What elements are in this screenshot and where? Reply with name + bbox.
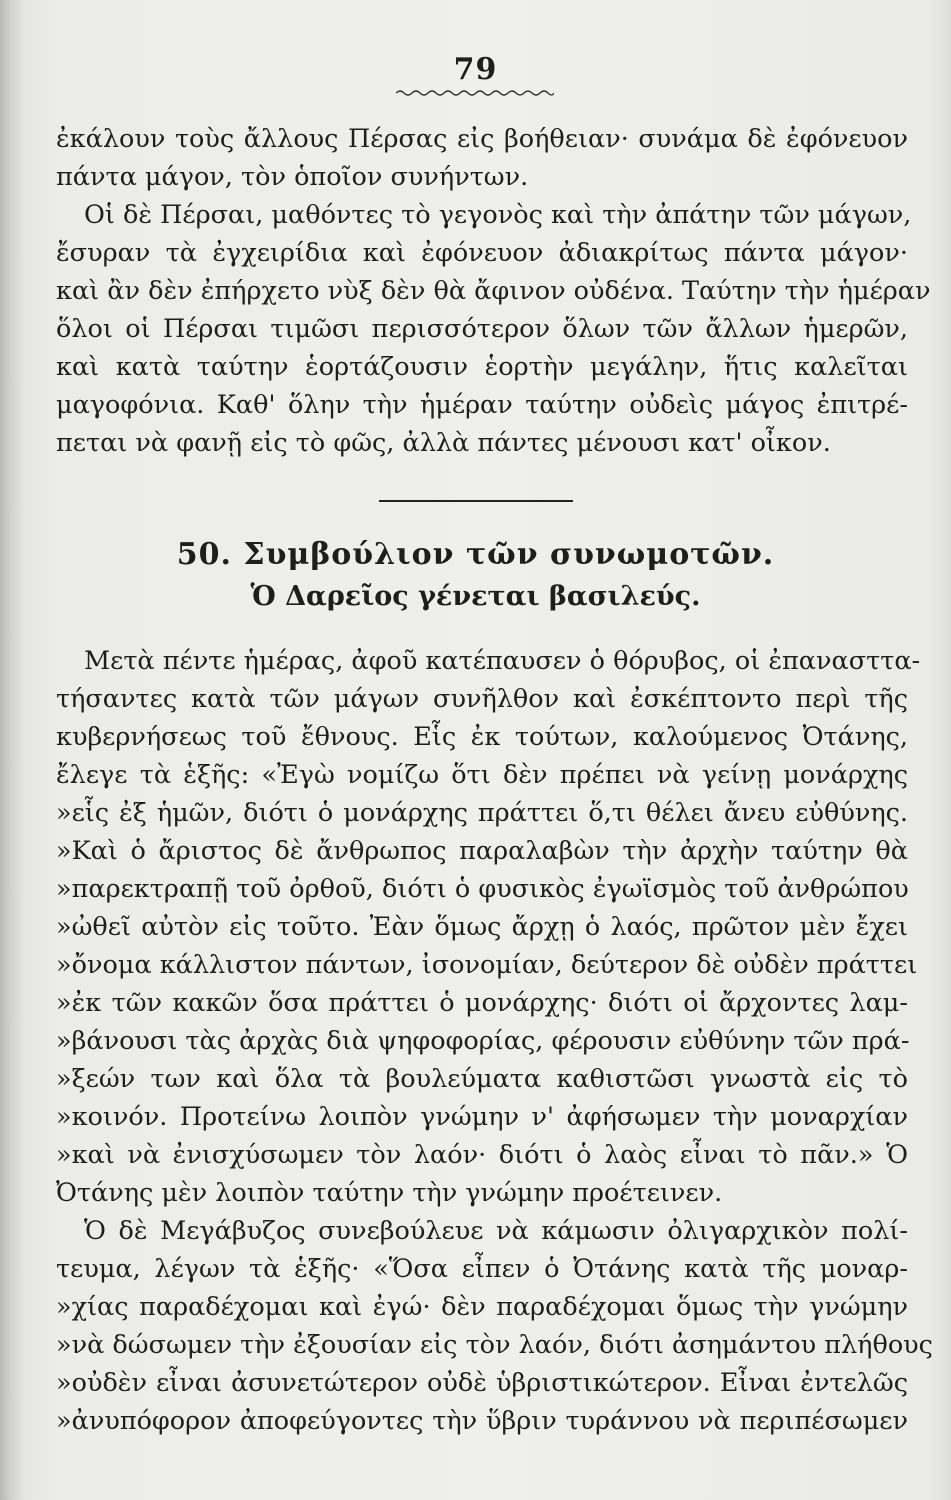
text-line: »οὐδὲν εἶναι ἀσυνετώτερον οὐδὲ ὑβριστικώτερον. Εἶναι ἐντελῶς: [56, 1368, 908, 1398]
wavy-rule-ornament: [396, 88, 554, 98]
text-line: ἐκάλουν τοὺς ἄλλους Πέρσας εἰς βοήθειαν· συνάμα δὲ ἐφόνευον: [56, 124, 908, 154]
text-line: ἔλεγε τὰ ἑξῆς: «Ἐγὼ νομίζω ὅτι δὲν πρέπει νὰ γείνῃ μονάρχης: [56, 760, 908, 790]
text-line: μαγοφόνια. Καθ' ὅλην τὴν ἡμέραν ταύτην οὐδεὶς μάγος ἐπιτρέ-: [56, 390, 908, 420]
text-line: καὶ ἂν δὲν ἐπήρχετο νὺξ δὲν θὰ ἄφινον οὐδένα. Ταύτην τὴν ἡμέραν: [56, 276, 931, 306]
text-line: »νὰ δώσωμεν τὴν ἐξουσίαν εἰς τὸν λαόν, διότι ἀσημάντου πλήθους: [56, 1330, 933, 1360]
text-line: τευμα, λέγων τὰ ἑξῆς· «Ὅσα εἶπεν ὁ Ὀτάνης κατὰ τῆς μοναρ-: [56, 1254, 908, 1284]
text-line: πεται νὰ φανῇ εἰς τὸ φῶς, ἀλλὰ πάντες μένουσι κατ' οἶκον.: [56, 428, 831, 458]
section-subheading: Ὁ Δαρεῖος γένεται βασιλεύς.: [250, 581, 701, 612]
text-line: πάντα μάγον, τὸν ὁποῖον συνήντων.: [56, 162, 529, 192]
page-number: 79: [453, 52, 498, 87]
text-line: Μετὰ πέντε ἡμέρας, ἀφοῦ κατέπαυσεν ὁ θόρυβος, οἱ ἐπανασττα-: [84, 646, 921, 676]
text-line: »Καὶ ὁ ἄριστος δὲ ἄνθρωπος παραλαβὼν τὴν ἀρχὴν ταύτην θὰ: [56, 836, 908, 866]
text-line: »ἐκ τῶν κακῶν ὅσα πράττει ὁ μονάρχης· διότι οἱ ἄρχοντες λαμ-: [56, 988, 908, 1018]
text-line: »ἀνυπόφορον ἀποφεύγοντες τὴν ὕβριν τυράννου νὰ περιπέσωμεν: [56, 1406, 908, 1436]
text-line: Ὁ δὲ Μεγάβυζος συνεβούλευε νὰ κάμωσιν ὀλιγαρχικὸν πολί-: [84, 1216, 908, 1246]
text-line: ἔσυραν τὰ ἐγχειρίδια καὶ ἐφόνευον ἀδιακρίτως πάντα μάγον·: [56, 238, 908, 268]
text-line: κυβερνήσεως τοῦ ἔθνους. Εἷς ἐκ τούτων, καλούμενος Ὀτάνης,: [56, 722, 908, 752]
text-line: Ὀτάνης μὲν λοιπὸν ταύτην τὴν γνώμην προέτεινεν.: [56, 1178, 723, 1208]
text-line: »ὄνομα κάλλιστον πάντων, ἰσονομίαν, δεύτερον δὲ οὐδὲν πράττει: [56, 950, 918, 980]
text-line: τήσαντες κατὰ τῶν μάγων συνῆλθον καὶ ἐσκέπτοντο περὶ τῆς: [56, 684, 908, 714]
text-line: »κοινόν. Προτείνω λοιπὸν γνώμην ν' ἀφήσωμεν τὴν μοναρχίαν: [56, 1102, 908, 1132]
text-line: »βάνουσι τὰς ἀρχὰς διὰ ψηφοφορίας, φέρουσιν εὐθύνην τῶν πρά-: [56, 1026, 910, 1056]
text-line: ὅλοι οἱ Πέρσαι τιμῶσι περισσότερον ὅλων τῶν ἄλλων ἡμερῶν,: [56, 314, 908, 344]
text-line: »εἷς ἐξ ἡμῶν, διότι ὁ μονάρχης πράττει ὅ,τι θέλει ἄνευ εὐθύνης.: [56, 798, 908, 828]
text-line: Οἱ δὲ Πέρσαι, μαθόντες τὸ γεγονὸς καὶ τὴν ἀπάτην τῶν μάγων,: [84, 200, 912, 230]
text-line: »ξεών των καὶ ὅλα τὰ βουλεύματα καθιστῶσι γνωστὰ εἰς τὸ: [56, 1064, 908, 1094]
text-line: »καὶ νὰ ἐνισχύσωμεν τὸν λαόν· διότι ὁ λαὸς εἶναι τὸ πᾶν.» Ὁ: [56, 1140, 908, 1170]
text-line: »παρεκτραπῇ τοῦ ὀρθοῦ, διότι ὁ φυσικὸς ἐγωϊσμὸς τοῦ ἀνθρώπου: [56, 874, 909, 904]
text-line: »ὠθεῖ αὐτὸν εἰς τοῦτο. Ἐὰν ὅμως ἄρχῃ ὁ λαός, πρῶτον μὲν ἔχει: [56, 912, 908, 942]
section-divider: [379, 500, 573, 502]
text-line: »χίας παραδέχομαι καὶ ἐγώ· δὲν παραδέχομαι ὅμως τὴν γνώμην: [56, 1292, 908, 1322]
section-heading: 50. Συμβούλιον τῶν συνωμοτῶν.: [176, 537, 775, 572]
text-line: καὶ κατὰ ταύτην ἑορτάζουσιν ἑορτὴν μεγάλην, ἥτις καλεῖται: [56, 352, 908, 382]
